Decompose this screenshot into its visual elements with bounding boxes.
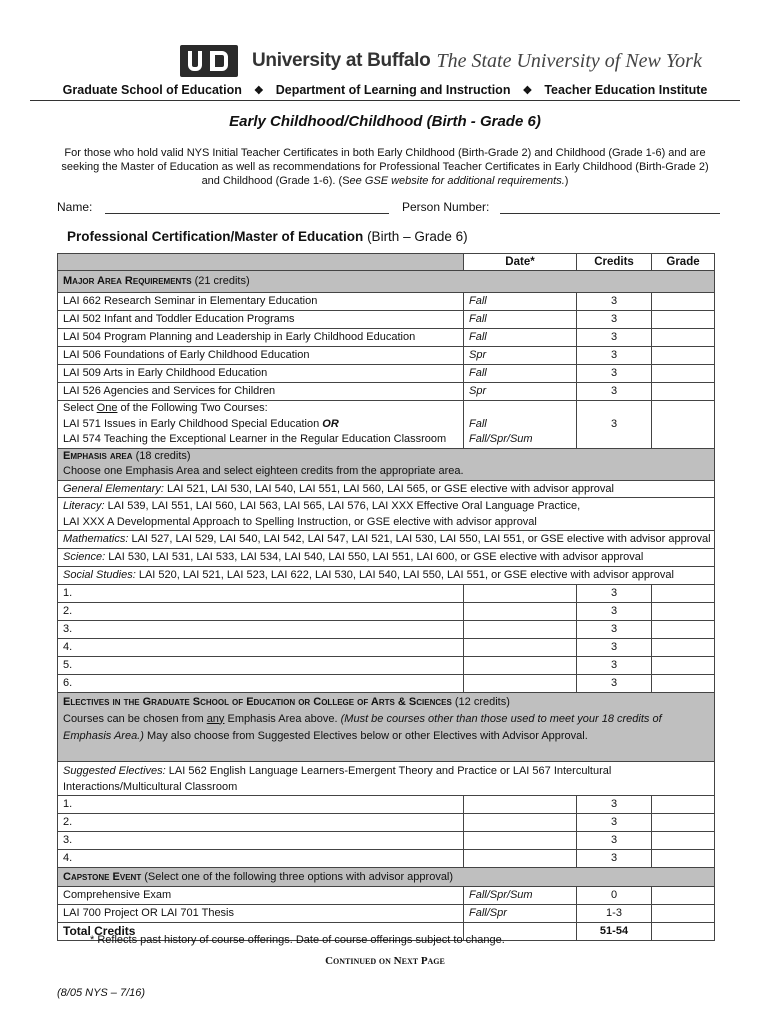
- table-row: LAI 700 Project OR LAI 701 Thesis Fall/Spr 1-3: [58, 904, 715, 922]
- header-blank: [58, 254, 464, 271]
- capstone-heading-row: Capstone Event (Select one of the following three options with advisor approval): [58, 867, 715, 886]
- table-row: 1. 3: [58, 584, 715, 602]
- separator-icon: ❖: [522, 84, 533, 97]
- grade-cell[interactable]: [652, 831, 715, 849]
- grade-cell[interactable]: [652, 620, 715, 638]
- electives-heading-row: Electives in the Graduate School of Education or College of Arts & Sciences (12 credits) Courses can be chosen from any Emphasis Area above. (Must be courses other than those used to meet your 18 credits of Emphasis Area.) May also choose from Suggested Electives below or other Electives with Advisor Approval.: [58, 692, 715, 761]
- table-row: 6. 3: [58, 674, 715, 692]
- name-field[interactable]: [105, 213, 389, 214]
- continued-note: Continued on Next Page: [325, 955, 445, 967]
- table-row: 4. 3: [58, 638, 715, 656]
- separator-icon: ❖: [253, 84, 264, 97]
- intro-paragraph: For those who hold valid NYS Initial Teacher Certificates in both Early Childhood (Birth-Grade 2) and Childhood (Grade 1-6) and are seeking the Master of Education as well as recommendations for Professional Teacher Certificates in Early Childhood (Birth-Grade 2) and Childhood (Grade 1-6). (See GSE website for additional requirements.): [61, 147, 709, 187]
- grade-cell[interactable]: [652, 293, 715, 311]
- table-row: LAI 504 Program Planning and Leadership in Early Childhood Education Fall 3: [58, 329, 715, 347]
- major-heading-row: Major Area Requirements (21 credits): [58, 271, 715, 293]
- table-row: 5. 3: [58, 656, 715, 674]
- ub-logo: [180, 44, 702, 78]
- table-row: 3. 3: [58, 831, 715, 849]
- grade-cell[interactable]: [652, 329, 715, 347]
- total-value: 51-54: [577, 922, 652, 940]
- table-header: [58, 254, 715, 271]
- suggested-electives-row: Suggested Electives: LAI 562 English Language Learners-Emergent Theory and Practice or LAI 567 Intercultural Interactions/Multicultural Classroom: [58, 761, 715, 795]
- grade-cell[interactable]: [652, 656, 715, 674]
- dept-gse: Graduate School of Education: [62, 83, 242, 97]
- requirements-table: [57, 253, 715, 941]
- grade-cell[interactable]: [652, 347, 715, 365]
- emphasis-heading-row: Emphasis area (18 credits) Choose one Emphasis Area and select eighteen credits from the appropriate area.: [58, 448, 715, 480]
- person-number-label: Person Number:: [402, 200, 490, 214]
- ub-logo-mark: [180, 45, 238, 77]
- table-row: LAI 509 Arts in Early Childhood Education Fall 3: [58, 365, 715, 383]
- department-bar: [30, 80, 740, 101]
- grade-cell[interactable]: [652, 904, 715, 922]
- table-row: LAI 502 Infant and Toddler Education Programs Fall 3: [58, 311, 715, 329]
- grade-cell[interactable]: [652, 401, 715, 449]
- university-system: The State University of New York: [436, 49, 702, 72]
- grade-cell[interactable]: [652, 602, 715, 620]
- grade-cell[interactable]: [652, 311, 715, 329]
- emphasis-area-row: Science: LAI 530, LAI 531, LAI 533, LAI 534, LAI 540, LAI 550, LAI 551, LAI 600, or GSE elective with advisor approval: [58, 548, 715, 566]
- page-title: Early Childhood/Childhood (Birth - Grade 6): [229, 113, 541, 130]
- table-row: 2. 3: [58, 813, 715, 831]
- emphasis-area-row: Social Studies: LAI 520, LAI 521, LAI 523, LAI 622, LAI 530, LAI 540, LAI 550, LAI 551, or GSE elective with advisor approval: [58, 566, 715, 584]
- table-row: LAI 526 Agencies and Services for Children Spr 3: [58, 383, 715, 401]
- total-label: Total Credits: [58, 922, 464, 940]
- footnote: * Reflects past history of course offerings. Date of course offerings subject to change.: [90, 934, 505, 946]
- name-label: Name:: [57, 200, 93, 214]
- grade-cell[interactable]: [652, 886, 715, 904]
- section-title: Professional Certification/Master of Education (Birth – Grade 6): [67, 229, 468, 244]
- emphasis-area-row: General Elementary: LAI 521, LAI 530, LAI 540, LAI 551, LAI 560, LAI 565, or GSE elective with advisor approval: [58, 480, 715, 497]
- name-row: [57, 200, 722, 216]
- grade-cell[interactable]: [652, 383, 715, 401]
- grade-cell[interactable]: [652, 584, 715, 602]
- grade-cell[interactable]: [652, 813, 715, 831]
- dept-learning: Department of Learning and Instruction: [275, 83, 511, 97]
- header-credits: Credits: [577, 254, 652, 271]
- dept-tei: Teacher Education Institute: [544, 83, 708, 97]
- header-date: Date*: [464, 254, 577, 271]
- table-row: LAI 506 Foundations of Early Childhood Education Spr 3: [58, 347, 715, 365]
- grade-cell[interactable]: [652, 849, 715, 867]
- emphasis-area-row: Literacy: LAI 539, LAI 551, LAI 560, LAI 563, LAI 565, LAI 576, LAI XXX Effective Oral Language Practice, LAI XXX A Developmental Approach to Spelling Instruction, or GSE elective with advisor approval: [58, 497, 715, 530]
- person-number-field[interactable]: [500, 213, 720, 214]
- emphasis-area-row: Mathematics: LAI 527, LAI 529, LAI 540, LAI 542, LAI 547, LAI 521, LAI 530, LAI 550, LAI 551, or GSE elective with advisor approval: [58, 530, 715, 548]
- header-grade: Grade: [652, 254, 715, 271]
- table-row: Comprehensive Exam Fall/Spr/Sum 0: [58, 886, 715, 904]
- table-row: 1. 3: [58, 795, 715, 813]
- grade-cell[interactable]: [652, 922, 715, 940]
- grade-cell[interactable]: [652, 795, 715, 813]
- table-row: 3. 3: [58, 620, 715, 638]
- grade-cell[interactable]: [652, 365, 715, 383]
- table-row: LAI 662 Research Seminar in Elementary Education Fall 3: [58, 293, 715, 311]
- form-code: (8/05 NYS – 7/16): [57, 987, 146, 999]
- table-row: 2. 3: [58, 602, 715, 620]
- grade-cell[interactable]: [652, 674, 715, 692]
- table-row: 4. 3: [58, 849, 715, 867]
- select-one-row: Select One of the Following Two Courses: LAI 571 Issues in Early Childhood Special Education OR LAI 574 Teaching the Exceptional Learner in the Regular Education Classroom Fall Fall/Spr/Sum 3: [58, 401, 715, 449]
- grade-cell[interactable]: [652, 638, 715, 656]
- university-name: University at Buffalo: [252, 50, 431, 71]
